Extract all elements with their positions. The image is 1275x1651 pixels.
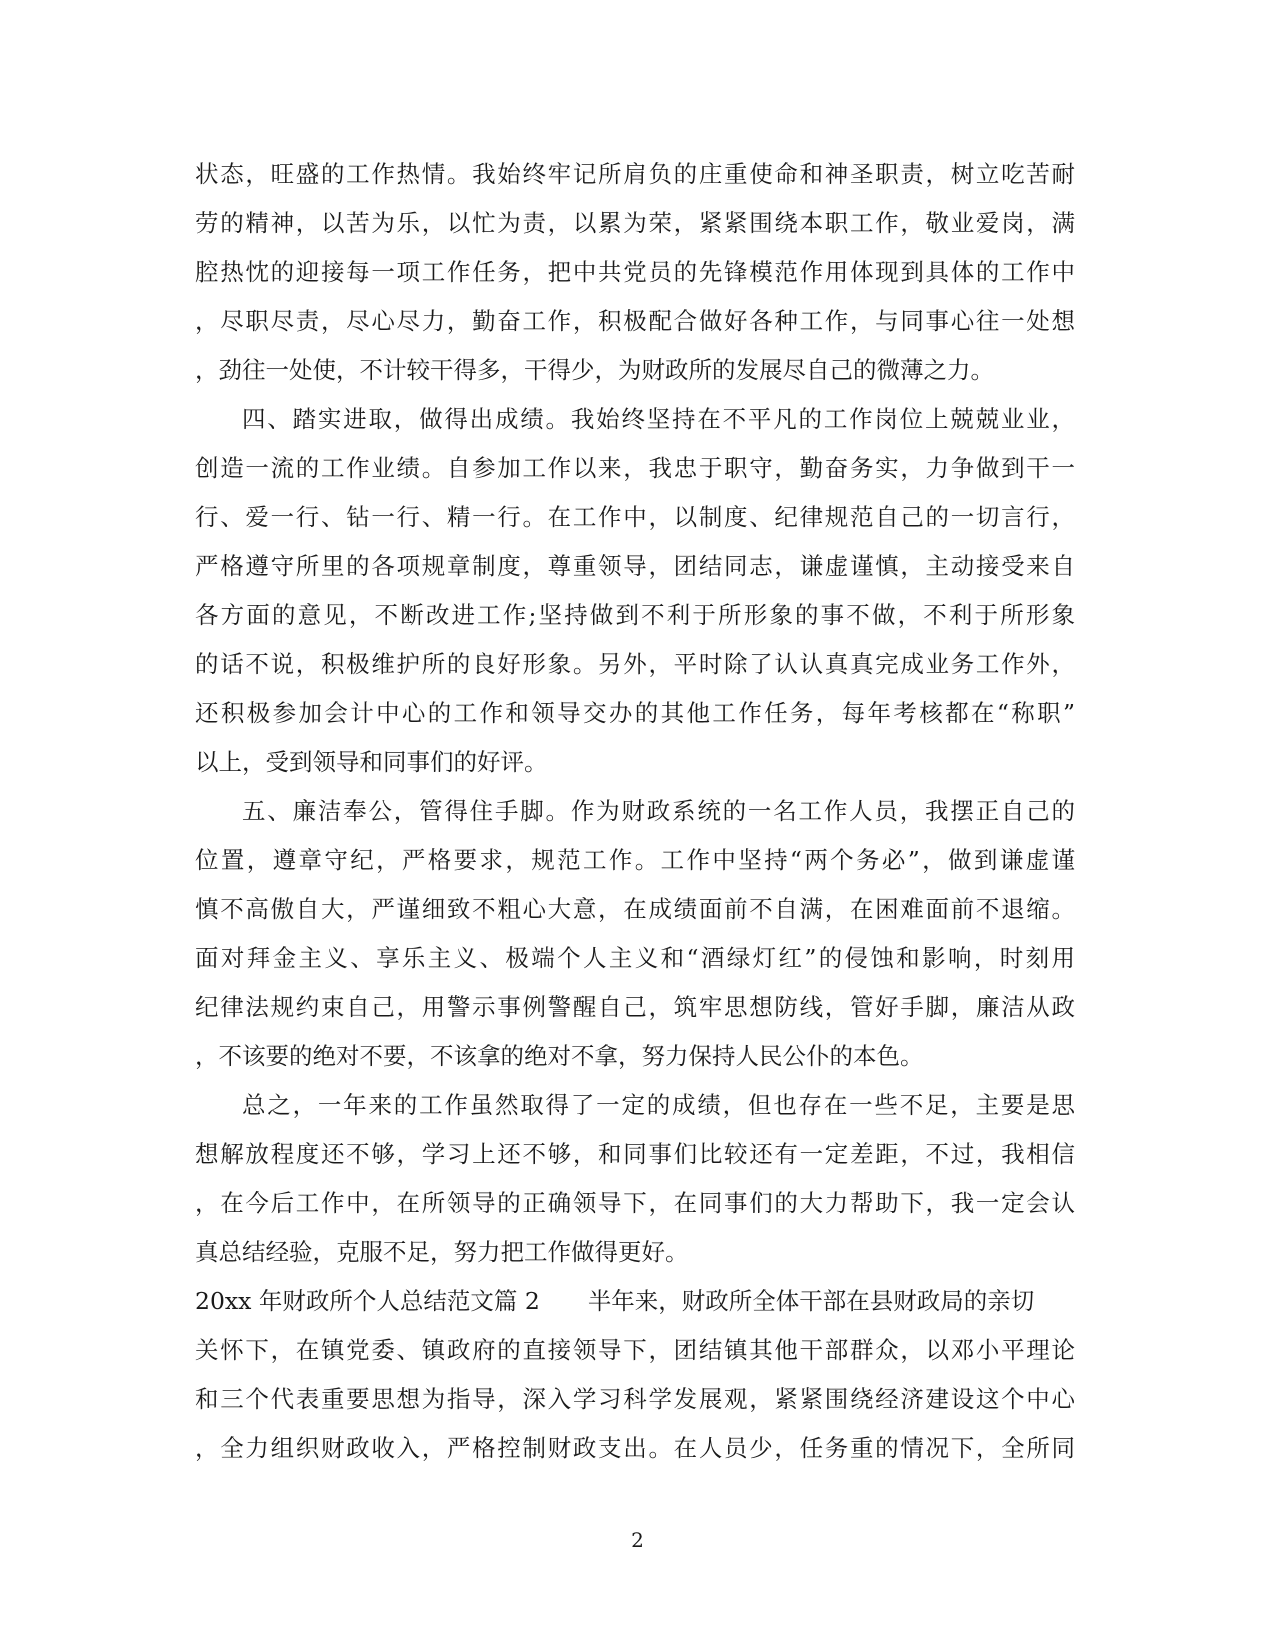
section-first-line: 半年来，财政所全体干部在县财政局的亲切 — [587, 1287, 1035, 1315]
text-line: ，全力组织财政收入，严格控制财政支出。在人员少，任务重的情况下，全所同 — [195, 1434, 1075, 1462]
text-line: 行、爱一行、钻一行、精一行。在工作中，以制度、纪律规范自己的一切言行， — [195, 503, 1075, 531]
text-line: 腔热忱的迎接每一项工作任务，把中共党员的先锋模范作用体现到具体的工作中 — [195, 258, 1075, 286]
text-line: 状态，旺盛的工作热情。我始终牢记所肩负的庄重使命和神圣职责，树立吃苦耐 — [195, 160, 1075, 188]
paragraph-five-start: 五、廉洁奉公，管得住手脚。作为财政系统的一名工作人员，我摆正自己的 — [242, 797, 1075, 825]
paragraph-four-start: 四、踏实进取，做得出成绩。我始终坚持在不平凡的工作岗位上兢兢业业， — [242, 405, 1075, 433]
text-line: ，不该要的绝对不要，不该拿的绝对不拿，努力保持人民公仆的本色。 — [195, 1042, 924, 1070]
text-line: ，尽职尽责，尽心尽力，勤奋工作，积极配合做好各种工作，与同事心往一处想 — [195, 307, 1075, 335]
text-line: 严格遵守所里的各项规章制度，尊重领导，团结同志，谦虚谨慎，主动接受来自 — [195, 552, 1075, 580]
text-line: 的话不说，积极维护所的良好形象。另外，平时除了认认真真完成业务工作外， — [195, 650, 1075, 678]
text-line: 创造一流的工作业绩。自参加工作以来，我忠于职守，勤奋务实，力争做到干一 — [195, 454, 1075, 482]
text-line: 劳的精神，以苦为乐，以忙为责，以累为荣，紧紧围绕本职工作，敬业爱岗，满 — [195, 209, 1075, 237]
text-line: ，在今后工作中，在所领导的正确领导下，在同事们的大力帮助下，我一定会认 — [195, 1189, 1075, 1217]
paragraph-summary-start: 总之，一年来的工作虽然取得了一定的成绩，但也存在一些不足，主要是思 — [242, 1091, 1075, 1119]
section-heading-line — [195, 1277, 1075, 1326]
text-line: 慎不高傲自大，严谨细致不粗心大意，在成绩面前不自满，在困难面前不退缩。 — [195, 895, 1075, 923]
document-body — [195, 150, 1075, 1473]
text-line: 还积极参加会计中心的工作和领导交办的其他工作任务，每年考核都在“称职” — [195, 699, 1075, 727]
text-line: 位置，遵章守纪，严格要求，规范工作。工作中坚持“两个务必”，做到谦虚谨 — [195, 846, 1075, 874]
section-title: 20xx 年财政所个人总结范文篇 2 — [195, 1287, 540, 1315]
text-line: 面对拜金主义、享乐主义、极端个人主义和“酒绿灯红”的侵蚀和影响，时刻用 — [195, 944, 1075, 972]
text-line: 和三个代表重要思想为指导，深入学习科学发展观，紧紧围绕经济建设这个中心 — [195, 1385, 1075, 1413]
text-line: 以上，受到领导和同事们的好评。 — [195, 748, 548, 776]
text-line: 各方面的意见，不断改进工作;坚持做到不利于所形象的事不做，不利于所形象 — [195, 601, 1075, 629]
text-line: 纪律法规约束自己，用警示事例警醒自己，筑牢思想防线，管好手脚，廉洁从政 — [195, 993, 1075, 1021]
text-line: ，劲往一处使，不计较干得多，干得少，为财政所的发展尽自己的微薄之力。 — [195, 356, 994, 384]
text-line: 关怀下，在镇党委、镇政府的直接领导下，团结镇其他干部群众，以邓小平理论 — [195, 1336, 1075, 1364]
page-number: 2 — [631, 1528, 644, 1552]
text-line: 真总结经验，克服不足，努力把工作做得更好。 — [195, 1238, 689, 1266]
text-line: 想解放程度还不够，学习上还不够，和同事们比较还有一定差距，不过，我相信 — [195, 1140, 1075, 1168]
